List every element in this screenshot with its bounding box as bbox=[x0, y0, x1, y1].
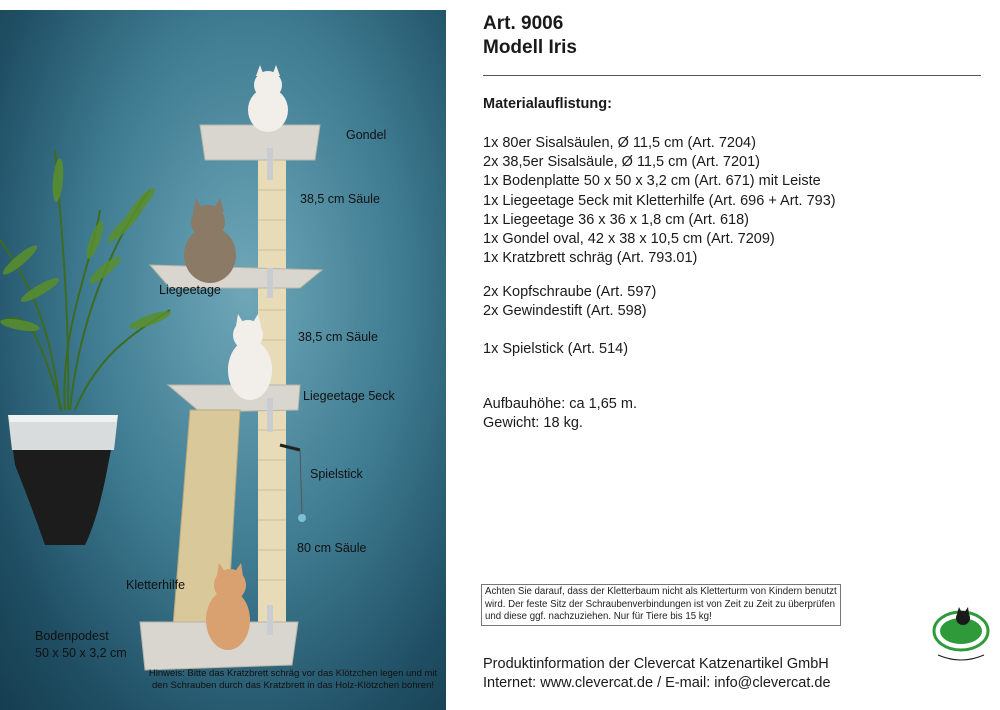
materials-list-1 bbox=[483, 134, 836, 268]
cat-white-top-icon bbox=[248, 65, 288, 132]
safety-notice: Achten Sie darauf, dass der Kletterbaum nicht als Kletterturm von Kindern benutzt wird. Der feste Sitz der Schraubenverbindungen ist von Zeit zu Zeit zu überprüfen und diese ggf. nachzuziehen. Nur für Tiere bis 15 kg! bbox=[481, 584, 841, 626]
specs-list bbox=[483, 395, 637, 433]
materials-heading: Materialauflistung: bbox=[483, 96, 612, 112]
list-item: 1x Spielstick (Art. 514) bbox=[483, 341, 629, 357]
list-item: 1x Liegeetage 5eck mit Kletterhilfe (Art. 696 + Art. 793) bbox=[483, 192, 836, 209]
label-bodenpodest-size: 50 x 50 x 3,2 cm bbox=[35, 646, 127, 660]
list-item: 1x 80er Sisalsäulen, Ø 11,5 cm (Art. 7204) bbox=[483, 135, 756, 151]
spec-height: Aufbauhöhe: ca 1,65 m. bbox=[483, 396, 637, 412]
label-saeule-top: 38,5 cm Säule bbox=[300, 192, 380, 206]
cat-tabby-icon bbox=[184, 198, 236, 283]
clevercat-logo-icon bbox=[930, 607, 992, 663]
divider bbox=[483, 75, 981, 76]
label-saeule-80: 80 cm Säule bbox=[297, 541, 367, 555]
article-model: Modell Iris bbox=[483, 37, 577, 58]
list-item: 1x Kratzbrett schräg (Art. 793.01) bbox=[483, 250, 698, 267]
footer-company: Produktinformation der Clevercat Katzenartikel GmbH bbox=[483, 656, 829, 672]
footer bbox=[483, 655, 831, 693]
list-item: 1x Bodenplatte 50 x 50 x 3,2 cm (Art. 671) mit Leiste bbox=[483, 173, 821, 190]
plant-icon bbox=[0, 150, 170, 410]
assembly-hint: Hinweis: Bitte das Kratzbrett schräg vor das Klötzchen legen und mit den Schrauben durch das Kratzbrett in das Holz-Klötzchen bohren! bbox=[148, 668, 438, 691]
label-bodenpodest: Bodenpodest bbox=[35, 629, 109, 643]
article-number: Art. 9006 bbox=[483, 13, 564, 34]
list-item: 1x Gondel oval, 42 x 38 x 10,5 cm (Art. 7209) bbox=[483, 231, 775, 248]
product-photo bbox=[0, 10, 446, 710]
label-liegeetage-5eck: Liegeetage 5eck bbox=[303, 389, 395, 403]
materials-list-3 bbox=[483, 340, 628, 359]
list-item: 1x Liegeetage 36 x 36 x 1,8 cm (Art. 618) bbox=[483, 211, 749, 228]
planter-icon bbox=[8, 415, 118, 545]
list-item: 2x Gewindestift (Art. 598) bbox=[483, 303, 647, 320]
materials-list-2 bbox=[483, 283, 656, 321]
list-item: 2x 38,5er Sisalsäule, Ø 11,5 cm (Art. 7201) bbox=[483, 154, 760, 171]
gondel-shape bbox=[200, 125, 320, 160]
spec-weight: Gewicht: 18 kg. bbox=[483, 415, 583, 432]
label-gondel: Gondel bbox=[346, 128, 387, 142]
label-liegeetage: Liegeetage bbox=[159, 283, 221, 297]
label-kletterhilfe: Kletterhilfe bbox=[126, 578, 186, 592]
label-spielstick: Spielstick bbox=[310, 467, 363, 481]
footer-contact: Internet: www.clevercat.de / E-mail: info@clevercat.de bbox=[483, 675, 831, 691]
article-title bbox=[483, 12, 577, 60]
list-item: 2x Kopfschraube (Art. 597) bbox=[483, 284, 657, 300]
label-saeule-mid: 38,5 cm Säule bbox=[298, 330, 378, 344]
clevercat-logo bbox=[930, 607, 992, 663]
cat-tree-illustration bbox=[0, 10, 446, 710]
